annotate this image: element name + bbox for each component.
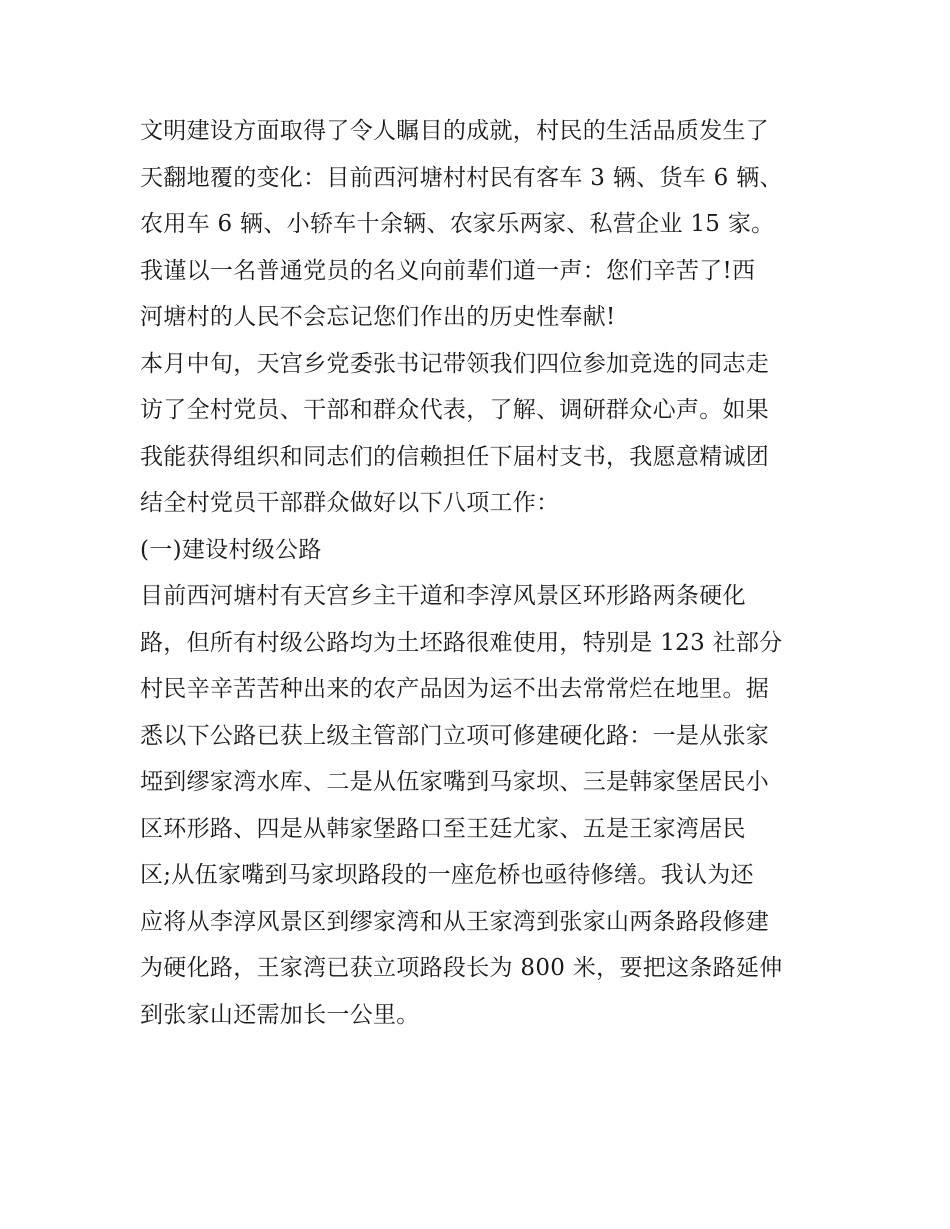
text-line: 河塘村的人民不会忘记您们作出的历史性奉献!	[140, 304, 616, 330]
text-line: 天翻地覆的变化：目前西河塘村村民有客车 3 辆、货车 6 辆、	[140, 164, 783, 191]
text-line: 区环形路、四是从韩家堡路口至王廷尤家、五是王家湾居民	[140, 815, 746, 842]
text-line: 路，但所有村级公路均为土坯路很难使用，特别是 123 社部分	[140, 629, 783, 656]
text-line: 为硬化路，王家湾已获立项路段长为 800 米，要把这条路延伸	[140, 955, 783, 981]
text-line: 文明建设方面取得了令人瞩目的成就，村民的生活品质发生了	[140, 118, 770, 144]
text-line: 村民辛辛苦苦种出来的农产品因为运不出去常常烂在地里。据	[140, 676, 770, 702]
paragraph-roads	[140, 573, 812, 1038]
text-line: 本月中旬，天宫乡党委张书记带领我们四位参加竞选的同志走	[140, 350, 770, 377]
text-line: 悉以下公路已获上级主管部门立项可修建硬化路：一是从张家	[140, 722, 770, 749]
paragraph-tribute	[140, 248, 812, 341]
text-line: 我谨以一名普通党员的名义向前辈们道一声：您们辛苦了!西	[140, 257, 756, 284]
text-line: (一)建设村级公路	[140, 536, 322, 563]
text-line: 埡到缪家湾水库、二是从伍家嘴到马家坝、三是韩家堡居民小	[140, 769, 770, 795]
text-line: 应将从李淳风景区到缪家湾和从王家湾到张家山两条路段修建	[140, 908, 770, 935]
text-line: 目前西河塘村有天宫乡主干道和李淳风景区环形路两条硬化	[140, 583, 746, 609]
document-body	[140, 108, 812, 1038]
text-line: 结全村党员干部群众做好以下八项工作：	[140, 490, 560, 516]
section-heading	[140, 527, 812, 574]
text-line: 农用车 6 辆、小轿车十余辆、农家乐两家、私营企业 15 家。	[140, 211, 775, 237]
paragraph-visit	[140, 341, 812, 527]
text-line: 区;从伍家嘴到马家坝路段的一座危桥也亟待修缮。我认为还	[140, 862, 754, 888]
text-line: 访了全村党员、干部和群众代表，了解、调研群众心声。如果	[140, 397, 770, 423]
text-line: 我能获得组织和同志们的信赖担任下届村支书，我愿意精诚团	[140, 443, 770, 470]
paragraph-achievements	[140, 108, 812, 248]
text-line: 到张家山还需加长一公里。	[140, 1001, 420, 1028]
